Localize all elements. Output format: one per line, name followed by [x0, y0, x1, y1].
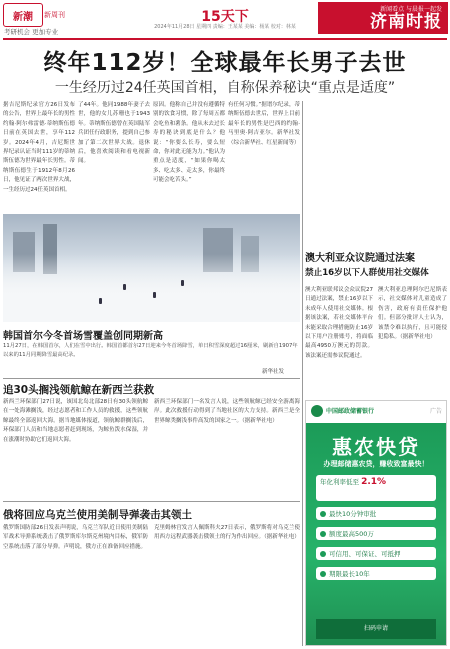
- header-rule: [3, 38, 447, 40]
- right-story-title-1: 澳大利亚众议院通过法案: [305, 253, 415, 264]
- logo-text: 新潮: [13, 11, 33, 23]
- ad-item: [316, 547, 436, 560]
- brand-name: 济南时报: [370, 12, 442, 32]
- ad-body: [306, 423, 446, 645]
- ad-item-text: 额度最高500万: [329, 530, 374, 538]
- story2-column-2: 克里姆林宫发言人佩斯科夫27日表示，俄罗斯将对乌克兰使用西方远程武器袭击俄领土的行为作出回应。（据新华社电）: [154, 525, 300, 541]
- ad-item: [316, 507, 436, 520]
- ad-item-text: 期限最长10年: [329, 570, 370, 578]
- photo-caption: 11月27日，在韩国首尔，人们在雪中出行。韩国首都首尔27日迎来今冬首场降雪，单日积雪深度超过16厘米，刷新自1907年以来的11月同期降雪最高纪录。: [3, 343, 298, 358]
- right-story-column-1: 澳大利亚联邦议会众议院27日通过法案，禁止16岁以下未成年人使用社交媒体。根据该法案，若社交媒体平台未能采取合理措施防止16岁以下用户注册账号，将面临最高4950万澳元的罚款。该法案还需参议院通过。: [305, 287, 373, 359]
- bullet-icon: [320, 571, 326, 577]
- bullet-icon: [320, 531, 326, 537]
- lead-column-1: 据吉尼斯纪录官方26日发布的公告，世界上最年长的男性约翰·阿尔弗雷德·蒂纳斯伍德日前在英国去世，享年112岁。2024年4月，吉尼斯世界纪录认证当时111岁的蒂纳斯伍德为世界最年长男性。蒂纳斯伍德生于1912年8月26日，他见证了两次世界大战，一生经历过24任英国首相。: [3, 102, 75, 193]
- divider: [3, 501, 300, 502]
- brand-box: [318, 2, 448, 34]
- issue-line: 2024年11月28日 星期四 责编：王某某 美编：杨某 校对：林某: [154, 24, 296, 30]
- newspaper-logo: [3, 3, 43, 27]
- photo-title: 韩国首尔今冬首场雪覆盖创同期新高: [3, 331, 163, 342]
- story1-title: 追30头搁浅领航鲸在新西兰获救: [3, 384, 155, 396]
- ad-footer: 扫码申请: [316, 619, 436, 639]
- bullet-icon: [320, 551, 326, 557]
- lead-column-3: 原因。他称自己并没有遵循特别的饮食习惯，除了每周五都会吃鱼和薯条。他从未去过长寿的秘诀到底是什么？他说：“你要么长寿，要么短命，你对此无能为力。”他认为重点是适度，“如果你喝太多、吃太多、走太多，你最终可能会吃苦头。”: [153, 102, 225, 184]
- story1-column-1: 新西兰环保部门27日说，该国北岛北部28日有30头领航鲸在一处海滩搁浅，经过志愿者和工作人员的救援，这些领航鲸最终全部返回大海。据当地媒体报道，领航鲸群搁浅后，环保部门人员和当地志愿者赶到现场，为鲸鱼泼水保湿，并在涨潮时协助它们返回大海。: [3, 399, 148, 443]
- ad-item-text: 可信用、可保证、可抵押: [329, 550, 401, 558]
- tagline: 考研机会 更加专业: [4, 28, 59, 36]
- ad-item-highlight: 2.1%: [361, 477, 387, 487]
- bank-advertisement: [305, 400, 447, 646]
- bank-name: 中国邮政储蓄银行: [326, 408, 375, 415]
- ad-item: [316, 475, 436, 501]
- ad-item-text: 最快10分钟审批: [329, 510, 377, 518]
- photo-source: 新华社发: [262, 369, 285, 375]
- ad-item: [316, 527, 436, 540]
- bullet-icon: [320, 511, 326, 517]
- subheadline: 一生经历过24任英国首相，自称保养秘诀“重点是适度”: [54, 80, 396, 96]
- ad-slogan: 办理邮储惠农贷，赚收致富最快！: [323, 460, 429, 468]
- snow-photo: [3, 214, 300, 322]
- right-story-column-2: 澳大利亚总理阿尔巴尼斯表示，社交媒体对儿童造成了伤害，政府有责任保护他们。但部分批评人士认为，该禁令难以执行，且可能侵犯隐私。（据新华社电）: [378, 287, 447, 341]
- masthead: [0, 0, 450, 38]
- bank-logo-icon: [311, 405, 323, 417]
- section-title: 15天下: [201, 9, 249, 25]
- story2-column-1: 俄罗斯国防部26日发表声明说，乌克兰军队近日使用美制陆军战术导弹系统袭击了俄罗斯库尔斯克州境内目标，俄军防空系统击落了部分导弹。声明说，俄方正在准备回应措施。: [3, 525, 148, 550]
- ad-item-text: 年化利率低至: [320, 478, 359, 486]
- story1-column-2: 新西兰环保部门一名发言人说，这些领航鲸已经安全游离海岸。此次救援行动得到了当地社区的大力支持。新西兰是全世界鲸类搁浅事件高发的国家之一。（据新华社电）: [154, 399, 300, 424]
- headline: 终年112岁！全球最年长男子去世: [43, 50, 407, 76]
- story2-title: 俄将回应乌克兰使用美制导弹袭击其领土: [3, 509, 192, 521]
- divider: [3, 378, 300, 379]
- vertical-divider: [302, 101, 303, 646]
- ad-title: 惠农快贷: [332, 435, 420, 459]
- brand-top: 新闻看点 与晨报一起发: [380, 6, 442, 13]
- ad-header: [306, 401, 446, 423]
- ad-item: [316, 567, 436, 580]
- ad-tag: 广告: [429, 408, 442, 415]
- lead-column-2: 了44年。他同1988年妻子去世，他的女儿苏珊也于1943年。蒂纳斯伍德曾在英国陆军兵团任行政职务，提到自己参加了第二次世界大战。退休后，他喜欢阅读和看电视新闻。: [78, 102, 150, 165]
- right-story-title-2: 禁止16岁以下人群使用社交媒体: [305, 268, 429, 278]
- logo-subtitle: 新周刊: [44, 11, 65, 19]
- lead-column-4: 有任何习惯。”据谱尔纪录，蒂纳斯伍德去世后，世界上目前最年长的男性是巴西的约翰·马里奥·阿吉亚尔。新华社发（综合新华社、红星新闻等）: [228, 102, 300, 146]
